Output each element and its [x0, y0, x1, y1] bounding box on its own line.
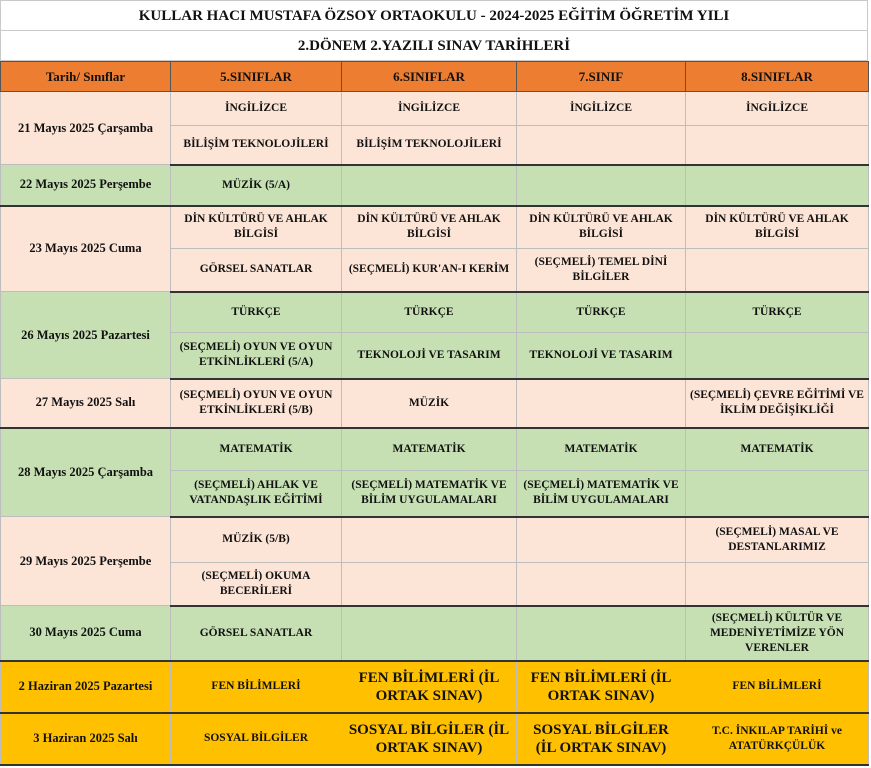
exam-date: 26 Mayıs 2025 Pazartesi — [1, 292, 171, 379]
exam-cell — [686, 165, 869, 206]
header-grade-7: 7.SINIF — [517, 62, 686, 92]
exam-cell: FEN BİLİMLERİ — [171, 661, 342, 713]
exam-cell: MATEMATİK — [517, 428, 686, 471]
exam-cell: MÜZİK (5/B) — [171, 517, 342, 563]
exam-cell: (SEÇMELİ) KÜLTÜR VE MEDENİYETİMİZE YÖN VERENLER — [686, 606, 869, 661]
table-row — [1, 713, 869, 765]
exam-cell: TÜRKÇE — [342, 292, 517, 333]
exam-date: 30 Mayıs 2025 Cuma — [1, 606, 171, 661]
exam-cell: MÜZİK (5/A) — [171, 165, 342, 206]
exam-cell — [686, 249, 869, 292]
exam-cell — [517, 379, 686, 428]
exam-cell: (SEÇMELİ) MATEMATİK VE BİLİM UYGULAMALARI — [342, 471, 517, 517]
exam-date: 29 Mayıs 2025 Perşembe — [1, 517, 171, 606]
school-title: KULLAR HACI MUSTAFA ÖZSOY ORTAOKULU - 2024-2025 EĞİTİM ÖĞRETİM YILI — [0, 0, 868, 30]
exam-cell: GÖRSEL SANATLAR — [171, 249, 342, 292]
exam-cell — [686, 126, 869, 165]
exam-cell: FEN BİLİMLERİ (İL ORTAK SINAV) — [517, 661, 686, 713]
header-grade-5: 5.SINIFLAR — [171, 62, 342, 92]
exam-date: 3 Haziran 2025 Salı — [1, 713, 171, 765]
exam-date: 21 Mayıs 2025 Çarşamba — [1, 92, 171, 165]
table-row — [1, 292, 869, 333]
table-row — [1, 606, 869, 661]
exam-cell — [342, 165, 517, 206]
exam-cell — [517, 126, 686, 165]
exam-cell: MATEMATİK — [171, 428, 342, 471]
header-row — [1, 62, 869, 92]
table-row — [1, 428, 869, 471]
exam-date: 22 Mayıs 2025 Perşembe — [1, 165, 171, 206]
exam-date: 2 Haziran 2025 Pazartesi — [1, 661, 171, 713]
exam-cell — [342, 517, 517, 563]
exam-cell: (SEÇMELİ) KUR'AN-I KERİM — [342, 249, 517, 292]
exam-table — [0, 61, 869, 766]
exam-cell: (SEÇMELİ) TEMEL DİNİ BİLGİLER — [517, 249, 686, 292]
header-grade-8: 8.SINIFLAR — [686, 62, 869, 92]
exam-cell — [517, 165, 686, 206]
exam-cell: BİLİŞİM TEKNOLOJİLERİ — [342, 126, 517, 165]
exam-cell: SOSYAL BİLGİLER (İL ORTAK SINAV) — [342, 713, 517, 765]
schedule-subtitle: 2.DÖNEM 2.YAZILI SINAV TARİHLERİ — [0, 30, 868, 61]
exam-cell: FEN BİLİMLERİ — [686, 661, 869, 713]
exam-cell — [342, 606, 517, 661]
exam-cell: T.C. İNKILAP TARİHİ ve ATATÜRKÇÜLÜK — [686, 713, 869, 765]
exam-cell: TEKNOLOJİ VE TASARIM — [517, 333, 686, 379]
exam-cell: (SEÇMELİ) OKUMA BECERİLERİ — [171, 563, 342, 606]
exam-cell: MÜZİK — [342, 379, 517, 428]
exam-cell: TÜRKÇE — [686, 292, 869, 333]
exam-cell: DİN KÜLTÜRÜ VE AHLAK BİLGİSİ — [686, 206, 869, 249]
exam-cell: BİLİŞİM TEKNOLOJİLERİ — [171, 126, 342, 165]
exam-cell: (SEÇMELİ) ÇEVRE EĞİTİMİ VE İKLİM DEĞİŞİKLİĞİ — [686, 379, 869, 428]
exam-cell — [342, 563, 517, 606]
exam-cell: SOSYAL BİLGİLER — [171, 713, 342, 765]
exam-cell: (SEÇMELİ) OYUN VE OYUN ETKİNLİKLERİ (5/B) — [171, 379, 342, 428]
exam-date: 23 Mayıs 2025 Cuma — [1, 206, 171, 292]
exam-cell — [517, 606, 686, 661]
table-row — [1, 206, 869, 249]
exam-cell: TÜRKÇE — [171, 292, 342, 333]
exam-cell: İNGİLİZCE — [171, 92, 342, 126]
exam-cell: MATEMATİK — [342, 428, 517, 471]
exam-cell: İNGİLİZCE — [517, 92, 686, 126]
exam-date: 27 Mayıs 2025 Salı — [1, 379, 171, 428]
exam-cell: DİN KÜLTÜRÜ VE AHLAK BİLGİSİ — [171, 206, 342, 249]
exam-cell: İNGİLİZCE — [686, 92, 869, 126]
table-row — [1, 517, 869, 563]
exam-date: 28 Mayıs 2025 Çarşamba — [1, 428, 171, 517]
exam-cell — [686, 563, 869, 606]
exam-cell — [517, 517, 686, 563]
table-row — [1, 92, 869, 126]
header-date-class: Tarih/ Sınıflar — [1, 62, 171, 92]
exam-cell: DİN KÜLTÜRÜ VE AHLAK BİLGİSİ — [342, 206, 517, 249]
exam-cell: (SEÇMELİ) MATEMATİK VE BİLİM UYGULAMALARI — [517, 471, 686, 517]
table-row — [1, 661, 869, 713]
exam-cell: DİN KÜLTÜRÜ VE AHLAK BİLGİSİ — [517, 206, 686, 249]
exam-cell: TEKNOLOJİ VE TASARIM — [342, 333, 517, 379]
exam-cell: (SEÇMELİ) AHLAK VE VATANDAŞLIK EĞİTİMİ — [171, 471, 342, 517]
exam-cell: (SEÇMELİ) MASAL VE DESTANLARIMIZ — [686, 517, 869, 563]
exam-cell — [517, 563, 686, 606]
exam-cell: TÜRKÇE — [517, 292, 686, 333]
exam-cell: İNGİLİZCE — [342, 92, 517, 126]
table-row — [1, 165, 869, 206]
exam-cell — [686, 333, 869, 379]
exam-cell — [686, 471, 869, 517]
exam-cell: GÖRSEL SANATLAR — [171, 606, 342, 661]
exam-cell: FEN BİLİMLERİ (İL ORTAK SINAV) — [342, 661, 517, 713]
exam-cell: MATEMATİK — [686, 428, 869, 471]
header-grade-6: 6.SINIFLAR — [342, 62, 517, 92]
exam-cell: (SEÇMELİ) OYUN VE OYUN ETKİNLİKLERİ (5/A) — [171, 333, 342, 379]
table-row — [1, 379, 869, 428]
exam-cell: SOSYAL BİLGİLER (İL ORTAK SINAV) — [517, 713, 686, 765]
